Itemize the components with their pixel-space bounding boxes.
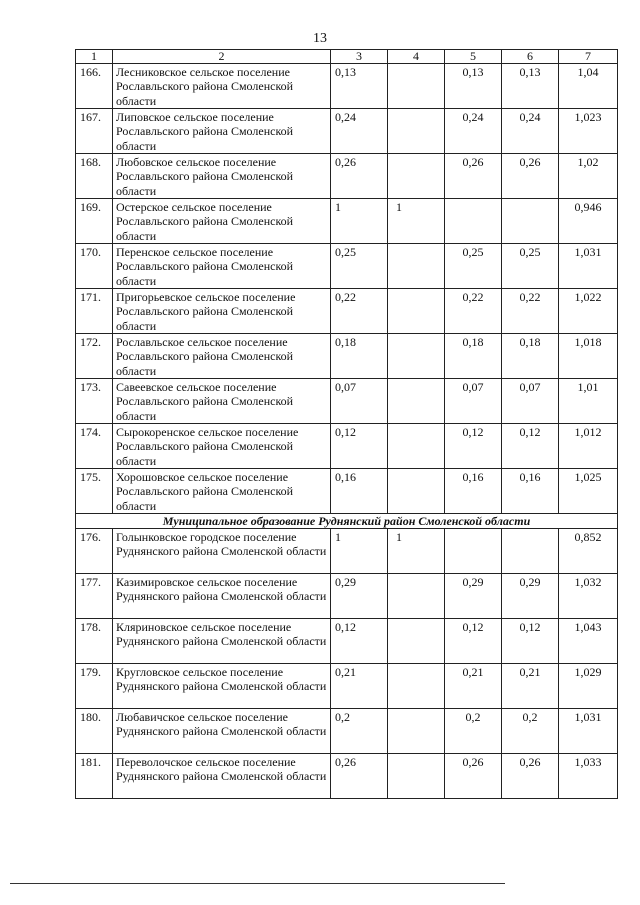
table-row (76, 199, 618, 244)
value-col5: 0,2 (445, 709, 502, 754)
table-row (76, 289, 618, 334)
settlement-name: Кляриновское сельское поселение Руднянского района Смоленской области (113, 619, 331, 664)
value-col4 (388, 334, 445, 379)
section-row (76, 514, 618, 529)
value-col6 (502, 529, 559, 574)
row-number: 167. (76, 109, 113, 154)
value-col7: 1,029 (559, 664, 618, 709)
table-row (76, 529, 618, 574)
settlement-name: Лесниковское сельское поселение Рославльского района Смоленской области (113, 64, 331, 109)
value-col5: 0,13 (445, 64, 502, 109)
value-col6: 0,26 (502, 154, 559, 199)
table-row (76, 64, 618, 109)
row-number: 179. (76, 664, 113, 709)
value-col6: 0,26 (502, 754, 559, 799)
row-number: 168. (76, 154, 113, 199)
value-col7: 0,852 (559, 529, 618, 574)
column-header: 2 (113, 50, 331, 64)
value-col7: 1,01 (559, 379, 618, 424)
value-col5: 0,12 (445, 619, 502, 664)
value-col4 (388, 244, 445, 289)
value-col6: 0,16 (502, 469, 559, 514)
value-col3: 0,16 (331, 469, 388, 514)
column-header: 4 (388, 50, 445, 64)
coefficients-table (75, 49, 618, 799)
table-row (76, 469, 618, 514)
value-col4 (388, 574, 445, 619)
value-col4 (388, 154, 445, 199)
table-row (76, 334, 618, 379)
value-col4 (388, 289, 445, 334)
row-number: 180. (76, 709, 113, 754)
value-col7: 0,946 (559, 199, 618, 244)
value-col7: 1,023 (559, 109, 618, 154)
settlement-name: Кругловское сельское поселение Руднянского района Смоленской области (113, 664, 331, 709)
value-col3: 0,26 (331, 154, 388, 199)
value-col5 (445, 199, 502, 244)
section-title: Муниципальное образование Руднянский район Смоленской области (76, 514, 618, 529)
value-col4 (388, 754, 445, 799)
value-col5: 0,29 (445, 574, 502, 619)
value-col3: 0,26 (331, 754, 388, 799)
value-col7: 1,031 (559, 244, 618, 289)
value-col4 (388, 709, 445, 754)
value-col6: 0,13 (502, 64, 559, 109)
value-col5: 0,21 (445, 664, 502, 709)
value-col5: 0,07 (445, 379, 502, 424)
value-col7: 1,033 (559, 754, 618, 799)
value-col7: 1,043 (559, 619, 618, 664)
row-number: 175. (76, 469, 113, 514)
value-col7: 1,02 (559, 154, 618, 199)
table-row (76, 154, 618, 199)
value-col6: 0,29 (502, 574, 559, 619)
value-col7: 1,012 (559, 424, 618, 469)
value-col6: 0,24 (502, 109, 559, 154)
table-row (76, 664, 618, 709)
value-col3: 0,22 (331, 289, 388, 334)
value-col3: 0,12 (331, 619, 388, 664)
table-row (76, 379, 618, 424)
value-col4 (388, 64, 445, 109)
row-number: 173. (76, 379, 113, 424)
value-col5 (445, 529, 502, 574)
value-col6: 0,21 (502, 664, 559, 709)
value-col5: 0,18 (445, 334, 502, 379)
column-header: 3 (331, 50, 388, 64)
value-col5: 0,26 (445, 154, 502, 199)
value-col3: 0,2 (331, 709, 388, 754)
settlement-name: Любовское сельское поселение Рославльского района Смоленской области (113, 154, 331, 199)
settlement-name: Любавичское сельское поселение Руднянского района Смоленской области (113, 709, 331, 754)
row-number: 177. (76, 574, 113, 619)
row-number: 171. (76, 289, 113, 334)
row-number: 170. (76, 244, 113, 289)
value-col3: 0,24 (331, 109, 388, 154)
settlement-name: Сырокоренское сельское поселение Рославльского района Смоленской области (113, 424, 331, 469)
value-col7: 1,018 (559, 334, 618, 379)
row-number: 176. (76, 529, 113, 574)
row-number: 166. (76, 64, 113, 109)
table-row (76, 619, 618, 664)
table-row (76, 244, 618, 289)
value-col3: 1 (331, 529, 388, 574)
value-col7: 1,025 (559, 469, 618, 514)
table-row (76, 754, 618, 799)
row-number: 178. (76, 619, 113, 664)
value-col6: 0,22 (502, 289, 559, 334)
settlement-name: Рославльское сельское поселение Рославльского района Смоленской области (113, 334, 331, 379)
footer-divider (10, 883, 505, 884)
value-col4 (388, 619, 445, 664)
table-row (76, 709, 618, 754)
settlement-name: Перенское сельское поселение Рославльского района Смоленской области (113, 244, 331, 289)
value-col6: 0,2 (502, 709, 559, 754)
settlement-name: Хорошовское сельское поселение Рославльского района Смоленской области (113, 469, 331, 514)
page-number: 13 (313, 31, 327, 46)
value-col3: 0,29 (331, 574, 388, 619)
column-number-header (76, 50, 618, 64)
value-col3: 0,18 (331, 334, 388, 379)
value-col6: 0,25 (502, 244, 559, 289)
settlement-name: Остерское сельское поселение Рославльского района Смоленской области (113, 199, 331, 244)
column-header: 5 (445, 50, 502, 64)
row-number: 181. (76, 754, 113, 799)
value-col5: 0,26 (445, 754, 502, 799)
value-col4: 1 (388, 529, 445, 574)
column-header: 1 (76, 50, 113, 64)
value-col3: 0,21 (331, 664, 388, 709)
row-number: 174. (76, 424, 113, 469)
row-number: 169. (76, 199, 113, 244)
column-header: 7 (559, 50, 618, 64)
value-col3: 0,07 (331, 379, 388, 424)
table-row (76, 109, 618, 154)
value-col7: 1,031 (559, 709, 618, 754)
value-col4: 1 (388, 199, 445, 244)
value-col3: 1 (331, 199, 388, 244)
value-col3: 0,13 (331, 64, 388, 109)
value-col6 (502, 199, 559, 244)
value-col7: 1,04 (559, 64, 618, 109)
row-number: 172. (76, 334, 113, 379)
value-col4 (388, 379, 445, 424)
value-col3: 0,25 (331, 244, 388, 289)
settlement-name: Савеевское сельское поселение Рославльского района Смоленской области (113, 379, 331, 424)
column-header: 6 (502, 50, 559, 64)
value-col4 (388, 664, 445, 709)
value-col6: 0,18 (502, 334, 559, 379)
settlement-name: Липовское сельское поселение Рославльского района Смоленской области (113, 109, 331, 154)
value-col7: 1,032 (559, 574, 618, 619)
settlement-name: Голынковское городское поселение Руднянского района Смоленской области (113, 529, 331, 574)
value-col5: 0,12 (445, 424, 502, 469)
value-col3: 0,12 (331, 424, 388, 469)
value-col6: 0,12 (502, 619, 559, 664)
value-col5: 0,25 (445, 244, 502, 289)
value-col4 (388, 109, 445, 154)
value-col4 (388, 469, 445, 514)
value-col7: 1,022 (559, 289, 618, 334)
value-col6: 0,12 (502, 424, 559, 469)
table-row (76, 574, 618, 619)
settlement-name: Переволочское сельское поселение Руднянского района Смоленской области (113, 754, 331, 799)
value-col5: 0,24 (445, 109, 502, 154)
value-col6: 0,07 (502, 379, 559, 424)
table-row (76, 424, 618, 469)
value-col4 (388, 424, 445, 469)
value-col5: 0,22 (445, 289, 502, 334)
settlement-name: Казимировское сельское поселение Руднянского района Смоленской области (113, 574, 331, 619)
value-col5: 0,16 (445, 469, 502, 514)
settlement-name: Пригорьевское сельское поселение Рославльского района Смоленской области (113, 289, 331, 334)
